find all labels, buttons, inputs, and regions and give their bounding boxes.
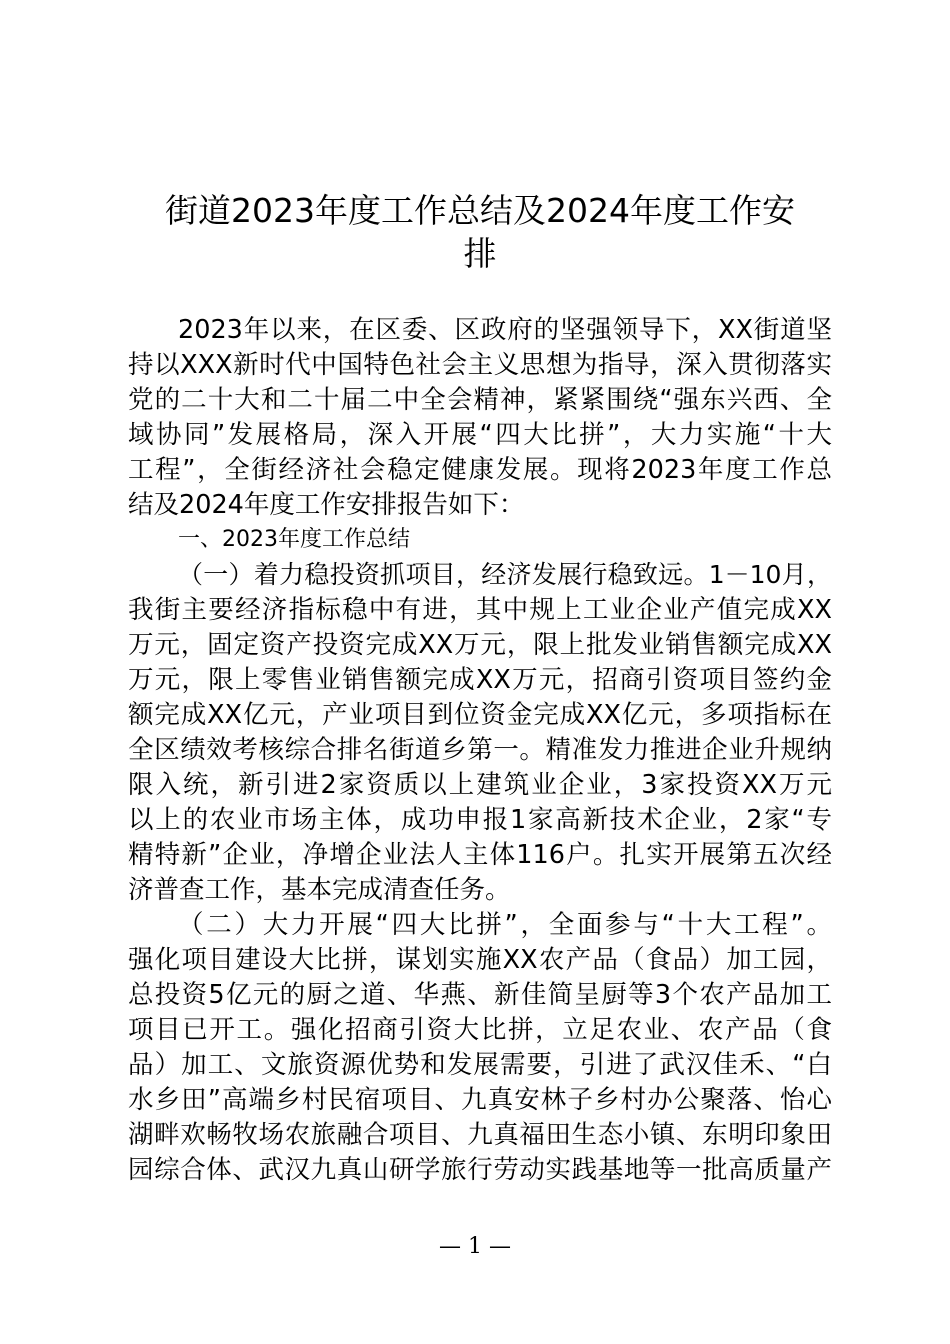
paragraph-line: 总投资5亿元的厨之道、华燕、新佳简呈厨等3个农产品加工	[128, 980, 832, 1010]
document-title-line-1: 街道2023年度工作总结及2024年度工作安	[165, 191, 795, 230]
paragraph-line: 我街主要经济指标稳中有进，其中规上工业企业产值完成XX	[128, 595, 832, 625]
paragraph-line: 园综合体、武汉九真山研学旅行劳动实践基地等一批高质量产	[128, 1155, 832, 1185]
paragraph-line: 工程”，全街经济社会稳定健康发展。现将2023年度工作总	[128, 455, 832, 485]
paragraph-line: 2023年以来，在区委、区政府的坚强领导下，XX街道坚	[178, 315, 832, 345]
paragraph-line: 域协同”发展格局，深入开展“四大比拼”，大力实施“十大	[128, 420, 832, 450]
paragraph-line: （二）大力开展“四大比拼”，全面参与“十大工程”。	[178, 910, 832, 940]
paragraph-line: 湖畔欢畅牧场农旅融合项目、九真福田生态小镇、东明印象田	[128, 1120, 832, 1150]
document-title-line-2: 排	[463, 234, 497, 273]
paragraph-line: 项目已开工。强化招商引资大比拼，立足农业、农产品（食	[128, 1015, 832, 1045]
paragraph-line: 以上的农业市场主体，成功申报1家高新技术企业，2家“专	[128, 805, 832, 835]
paragraph-line: 万元，限上零售业销售额完成XX万元，招商引资项目签约金	[128, 665, 832, 695]
paragraph-line: 济普查工作，基本完成清查任务。	[128, 875, 511, 905]
paragraph-line: 党的二十大和二十届二中全会精神，紧紧围绕“强东兴西、全	[128, 385, 832, 415]
page-number: — 1 —	[439, 1234, 511, 1259]
section-heading: 一、2023年度工作总结	[178, 527, 410, 552]
paragraph-line: 额完成XX亿元，产业项目到位资金完成XX亿元，多项指标在	[128, 700, 832, 730]
paragraph-line: 万元，固定资产投资完成XX万元，限上批发业销售额完成XX	[128, 630, 832, 660]
paragraph-line: 强化项目建设大比拼，谋划实施XX农产品（食品）加工园，	[128, 945, 832, 975]
paragraph-line: 精特新”企业，净增企业法人主体116户。扎实开展第五次经	[128, 840, 832, 870]
paragraph-line: 品）加工、文旅资源优势和发展需要，引进了武汉佳禾、“白	[128, 1050, 832, 1080]
paragraph-line: 持以XXX新时代中国特色社会主义思想为指导，深入贯彻落实	[128, 350, 832, 380]
paragraph-line: （一）着力稳投资抓项目，经济发展行稳致远。1－10月，	[178, 560, 832, 589]
paragraph-line: 结及2024年度工作安排报告如下：	[128, 490, 525, 520]
paragraph-line: 水乡田”高端乡村民宿项目、九真安林子乡村办公聚落、怡心	[128, 1085, 832, 1115]
paragraph-line: 限入统，新引进2家资质以上建筑业企业，3家投资XX万元	[128, 770, 832, 800]
paragraph-line: 全区绩效考核综合排名街道乡第一。精准发力推进企业升规纳	[128, 735, 832, 765]
